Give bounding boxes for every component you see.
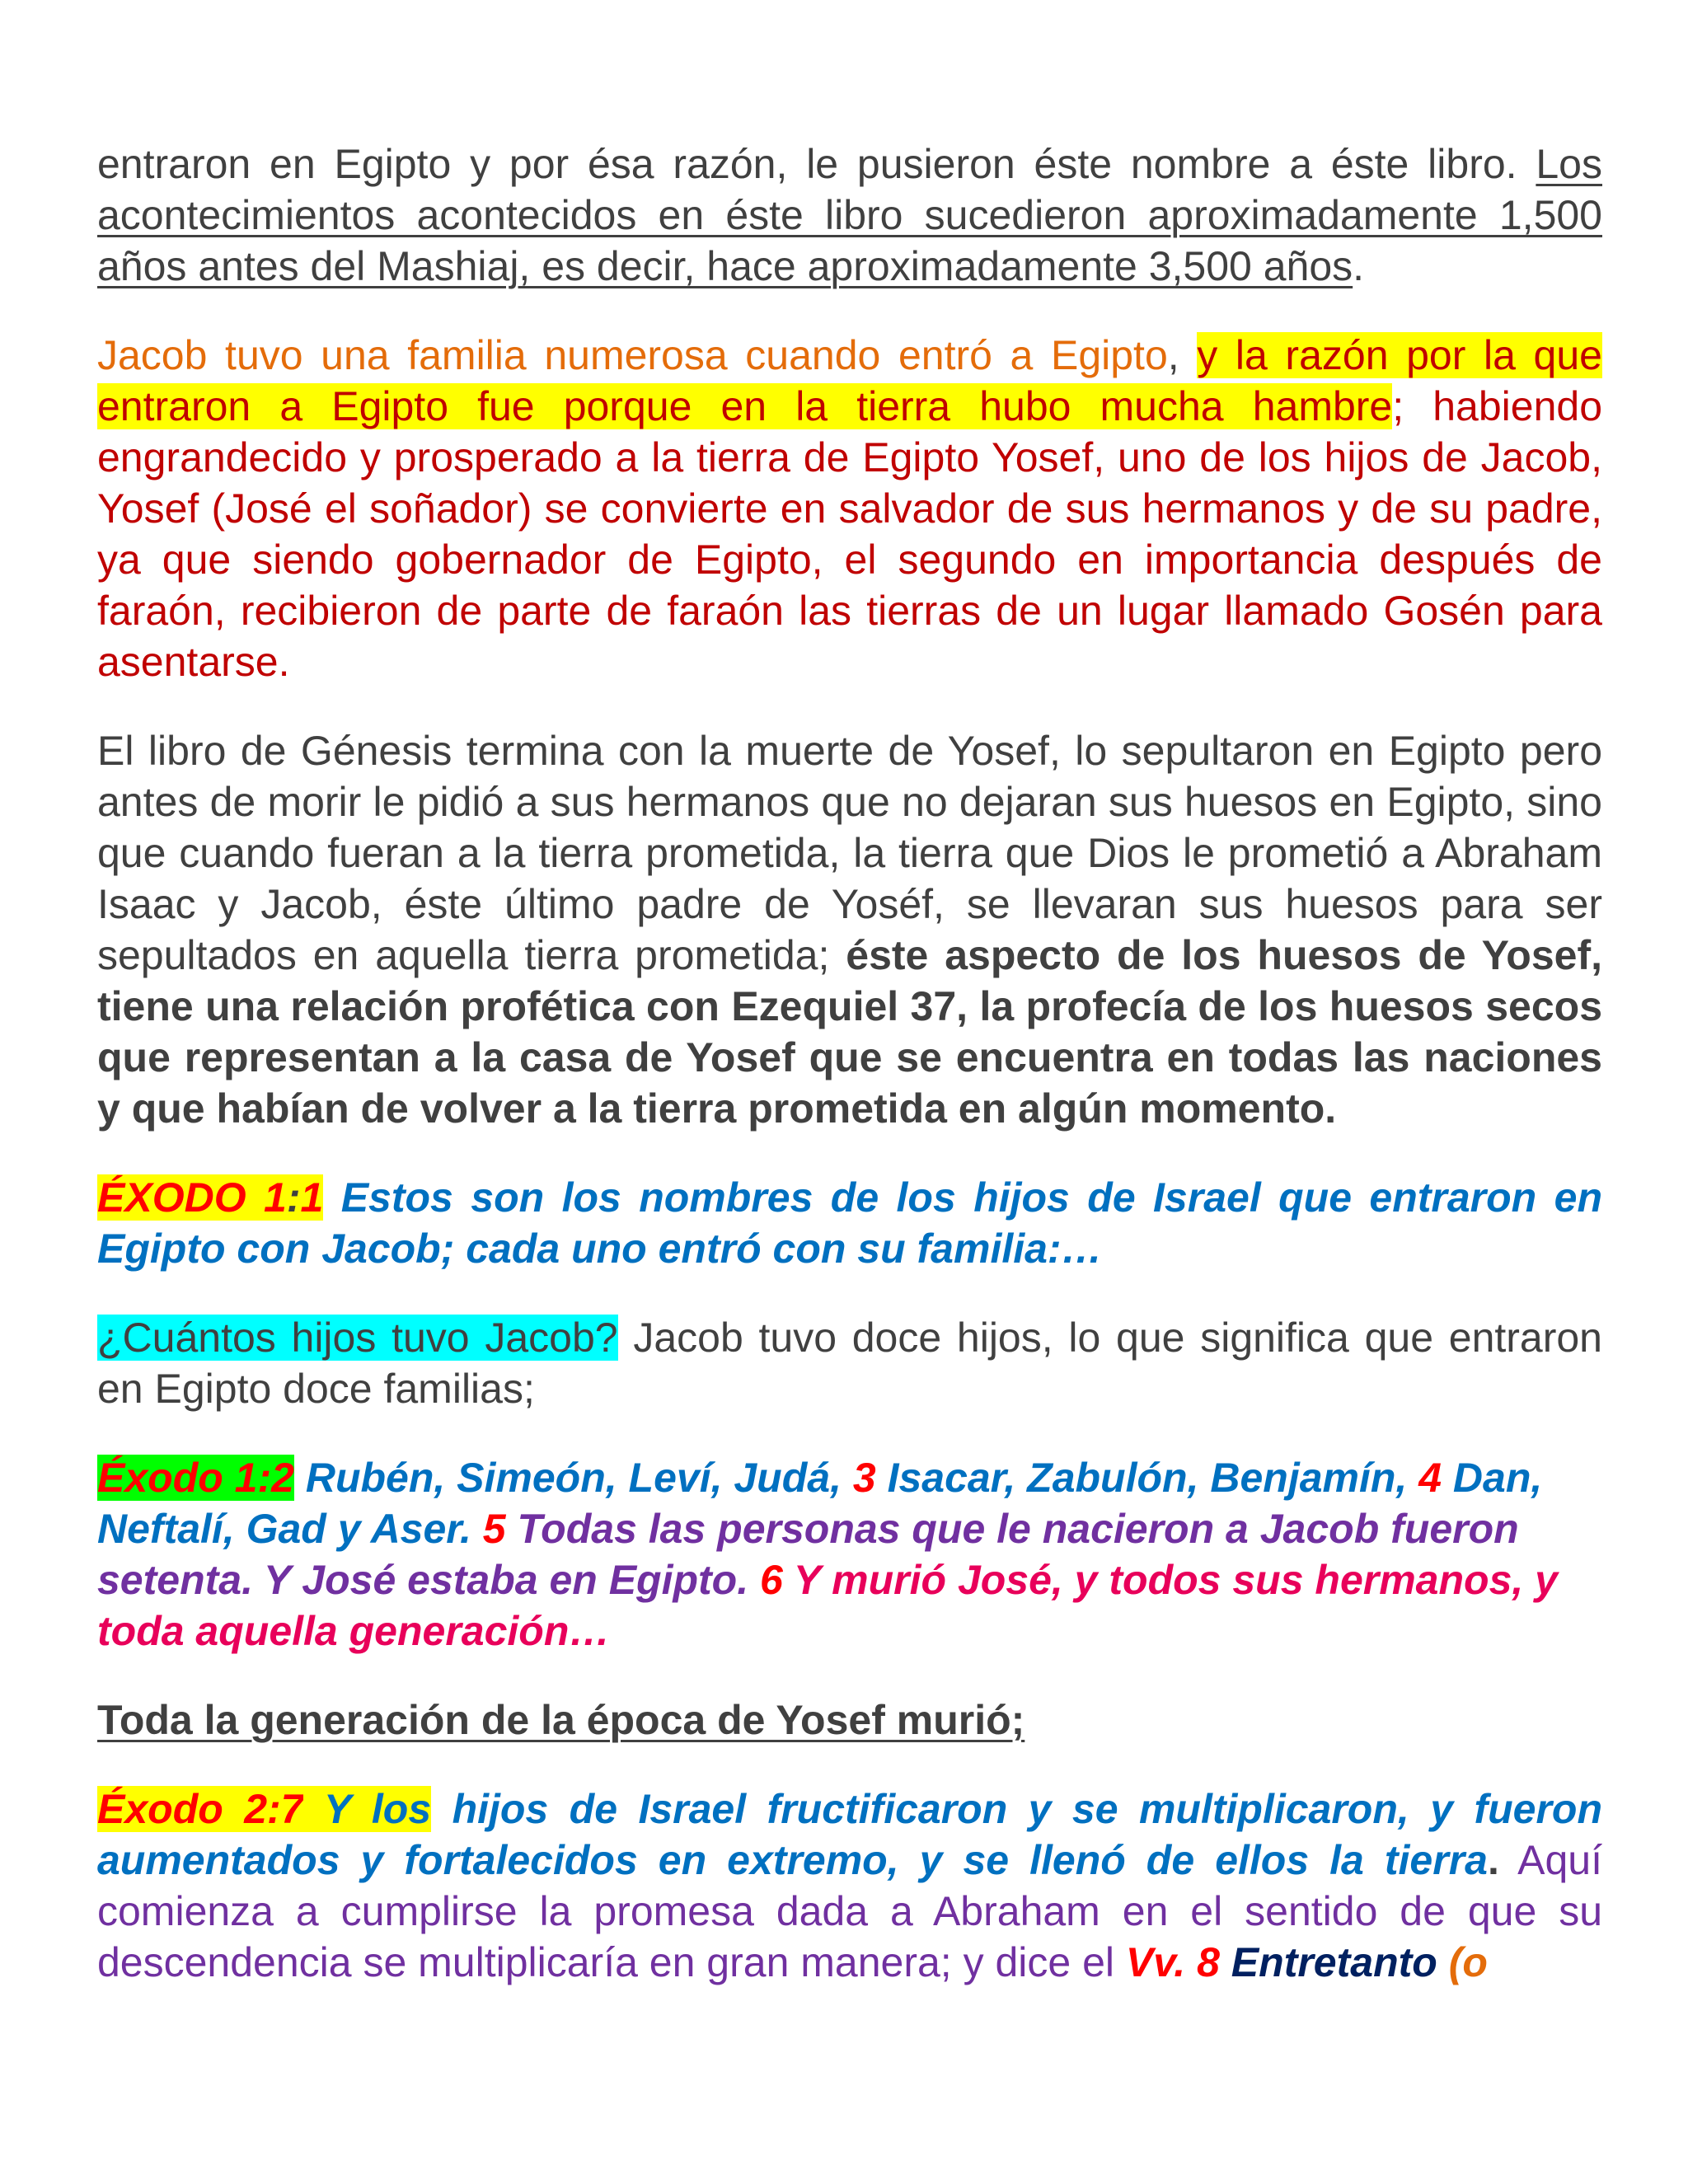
verse-reference-exodus-1-2: Éxodo 1:2	[97, 1455, 294, 1501]
period: .	[1353, 243, 1365, 289]
paragraph-sons-question	[97, 1312, 1602, 1414]
open-parenthesis-text: (o	[1437, 1939, 1488, 1985]
paragraph-exodus-1-2	[97, 1452, 1602, 1657]
famine-reason-highlight: y la razón por la que entraron a Egipto fue porque en la tierra hubo mucha hambre	[97, 332, 1602, 429]
verse-period: .	[1487, 1837, 1499, 1883]
answer-text: Jacob tuvo doce hijos, lo que significa que entraron en Egipto doce familias;	[97, 1315, 1602, 1412]
intro-text: entraron en Egipto y por ésa razón, le pusieron éste nombre a éste libro.	[97, 141, 1536, 187]
verse-start-highlight: Y los	[303, 1786, 432, 1832]
ezekiel-prophecy-bold: éste aspecto de los huesos de Yosef, tiene una relación profética con Ezequiel 37, la profecía de los huesos secos que representan a la casa de Yosef que se encuentra en todas las naciones y que habían de volver a la tierra prometida en algún momento.	[97, 932, 1603, 1132]
paragraph-intro-dating	[97, 138, 1602, 292]
verse-6-text: Y murió José, y todos sus hermanos, y toda aquella generación…	[97, 1557, 1558, 1654]
verse-4-text: Dan, Neftalí, Gad y Aser.	[97, 1455, 1543, 1552]
verse-reference-vv-8: Vv. 8	[1125, 1939, 1220, 1985]
verse-2-text: Rubén, Simeón, Leví, Judá,	[293, 1455, 853, 1501]
entretanto-text: Entretanto	[1219, 1939, 1437, 1985]
verse-reference-exodus-2-7: Éxodo 2:7	[97, 1786, 304, 1832]
verse-text-exodus-2-7: hijos de Israel fructificaron y se multiplicaron, y fueron aumentados y fortalecidos en extremo, y se llenó de ellos la tierra	[97, 1786, 1602, 1883]
verse-reference-exodus-1-1: ÉXODO 1:1	[97, 1174, 324, 1221]
genesis-ending-text: El libro de Génesis termina con la muerte de Yosef, lo sepultaron en Egipto pero antes de morir le pidió a sus hermanos que no dejaran sus huesos en Egipto, sino que cuando fueran a la tierra prometida, la tierra que Dios le prometió a Abraham Isaac y Jacob, éste último padre de Yoséf, se llevaran sus huesos para ser sepultados en aquella tierra prometida;	[97, 728, 1602, 978]
verse-number-3: 3	[852, 1455, 876, 1501]
paragraph-exodus-1-1	[97, 1172, 1602, 1274]
verse-text-exodus-1-1: Estos son los nombres de los hijos de Israel que entraron en Egipto con Jacob; cada uno entró con su familia:…	[97, 1174, 1602, 1272]
paragraph-jacob-family	[97, 330, 1602, 687]
paragraph-genesis-ending	[97, 725, 1602, 1134]
comma: ,	[1167, 332, 1198, 378]
verse-number-6: 6	[760, 1557, 783, 1603]
promise-commentary: Aquí comienza a cumplirse la promesa dada a Abraham en el sentido de que su descendencia se multiplicaría en gran manera; y dice el	[97, 1837, 1603, 1985]
paragraph-generation-died	[97, 1694, 1602, 1746]
verse-number-4: 4	[1418, 1455, 1442, 1501]
generation-died-heading: Toda la generación de la época de Yosef murió;	[97, 1697, 1025, 1743]
verse-5-text: Todas las personas que le nacieron a Jacob fueron setenta. Y José estaba en Egipto.	[97, 1506, 1519, 1603]
dating-statement: Los acontecimientos acontecidos en éste libro sucedieron aproximadamente 1,500 años antes del Mashiaj, es decir, hace aproximadamente 3,500 años	[97, 141, 1602, 289]
verse-3-text: Isacar, Zabulón, Benjamín,	[875, 1455, 1419, 1501]
verse-number-5: 5	[482, 1506, 506, 1552]
question-highlight: ¿Cuántos hijos tuvo Jacob?	[97, 1315, 618, 1361]
yosef-governor-text: ; habiendo engrandecido y prosperado a la tierra de Egipto Yosef, uno de los hijos de Jacob, Yosef (José el soñador) se convierte en salvador de sus hermanos y de su padre, ya que siendo gobernador de Egipto, el segundo en importancia después de faraón, recibieron de parte de faraón las tierras de un lugar llamado Gosén para asentarse.	[97, 383, 1602, 685]
paragraph-exodus-2-7	[97, 1783, 1602, 1988]
jacob-family-text: Jacob tuvo una familia numerosa cuando entró a Egipto	[97, 332, 1168, 378]
